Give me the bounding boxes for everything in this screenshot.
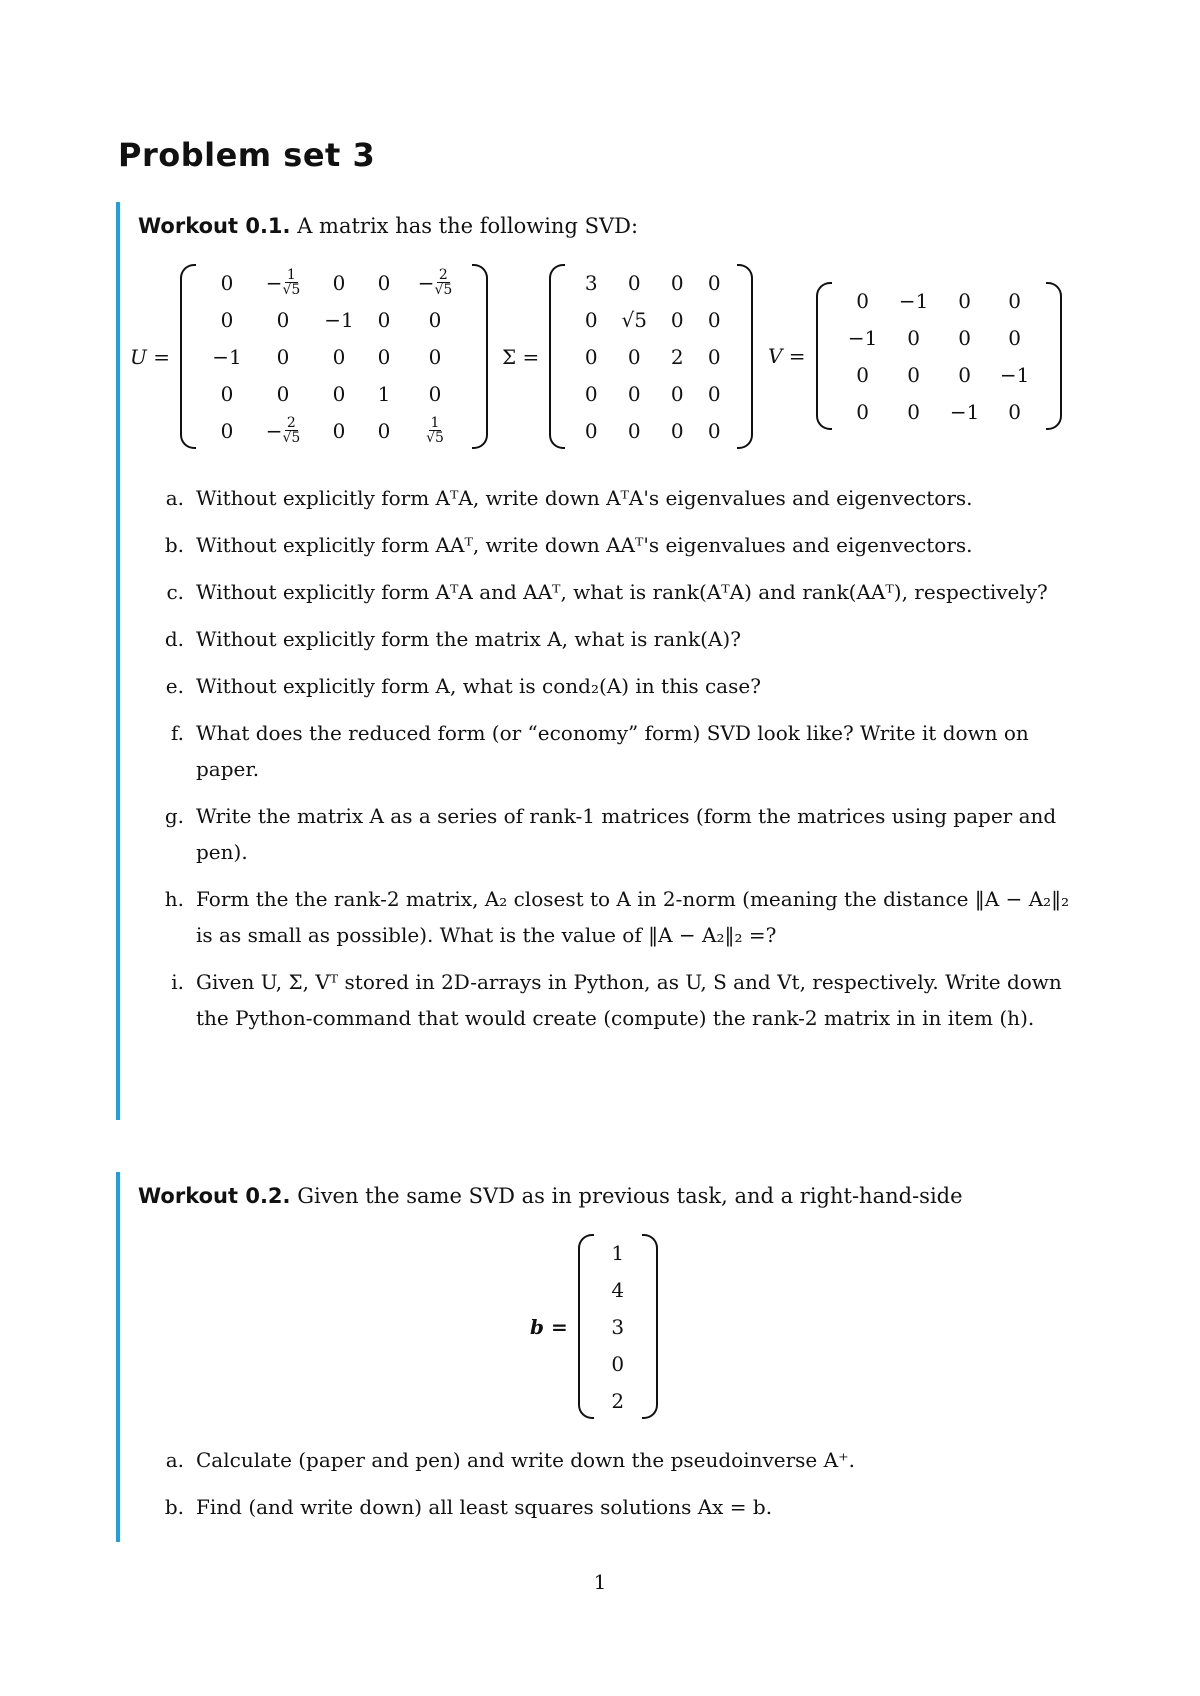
- matrix-cell: 0: [332, 344, 346, 369]
- matrix-v: [768, 282, 1062, 430]
- matrix-cell: 2: [670, 344, 684, 369]
- matrix-cell: 0: [220, 270, 234, 295]
- matrix-cell: 0: [332, 270, 346, 295]
- workout-0-2-box: [116, 1172, 1114, 1542]
- matrix-cell: 0: [707, 307, 721, 332]
- matrix-cell: 0: [377, 307, 391, 332]
- matrix-cell: 0: [856, 288, 869, 313]
- matrix-cell: −1: [999, 362, 1030, 387]
- matrix-cell: 0: [332, 418, 346, 443]
- matrix-cell: 0: [907, 399, 920, 424]
- matrix-sigma-grid: [565, 264, 737, 449]
- matrix-cell: −1: [949, 399, 980, 424]
- matrix-cell: 0: [627, 270, 641, 295]
- matrix-cell: 0: [611, 1351, 625, 1376]
- matrix-cell: 0: [377, 418, 391, 443]
- item-e: e. Without explicitly form A, what is cond₂(A) in this case?: [165, 674, 761, 698]
- item-c: c. Without explicitly form AᵀA and AAᵀ, what is rank(AᵀA) and rank(AAᵀ), respectively?: [166, 580, 1048, 604]
- matrix-cell: 0: [707, 270, 721, 295]
- matrix-cell: 0: [670, 307, 684, 332]
- matrix-cell: 4: [611, 1277, 625, 1302]
- vector-b: [530, 1234, 658, 1419]
- matrix-cell: 0: [428, 381, 442, 406]
- matrix-cell: 0: [856, 399, 869, 424]
- matrix-cell: 0: [627, 344, 641, 369]
- vector-b-grid: [594, 1234, 642, 1419]
- matrix-cell: 3: [584, 270, 598, 295]
- matrix-cell: 0: [958, 325, 971, 350]
- matrix-cell: 3: [611, 1314, 625, 1339]
- matrix-cell: 0: [584, 344, 598, 369]
- item-b: b. Without explicitly form AAᵀ, write down AAᵀ's eigenvalues and eigenvectors.: [164, 533, 973, 557]
- matrix-cell: 0: [707, 381, 721, 406]
- matrix-cell: −1: [898, 288, 929, 313]
- matrix-cell: 0: [377, 270, 391, 295]
- matrix-cell: 0: [707, 344, 721, 369]
- matrix-cell: 0: [627, 381, 641, 406]
- matrix-cell: 0: [907, 362, 920, 387]
- item-i: i. Given U, Σ, Vᵀ stored in 2D-arrays in Python, as U, S and Vt, respectively. Write down the Python-command that would create (compute) the rank-2 matrix in in item (h).: [171, 970, 1062, 1030]
- matrix-cell: 1: [377, 381, 391, 406]
- matrix-cell: 0: [276, 344, 290, 369]
- matrix-cell: 0: [428, 344, 442, 369]
- matrix-cell: 0: [276, 381, 290, 406]
- workout-0-1-box: [116, 202, 1114, 1120]
- workout-0-2-label: Workout 0.2.: [138, 1184, 291, 1208]
- matrix-cell: 0: [670, 381, 684, 406]
- matrix-v-name: V =: [768, 344, 806, 368]
- item-g: g. Write the matrix A as a series of rank-1 matrices (form the matrices using paper and pen).: [164, 804, 1057, 864]
- matrix-cell: 1: [611, 1240, 625, 1265]
- matrix-cell: 0: [220, 307, 234, 332]
- workout-0-2-heading: [138, 1184, 963, 1208]
- matrix-cell: 0: [1008, 288, 1021, 313]
- matrix-cell: 2: [611, 1388, 625, 1413]
- matrix-u-grid: [196, 264, 472, 449]
- matrix-cell: 0: [428, 307, 442, 332]
- matrix-cell: −1: [847, 325, 878, 350]
- item-h: h. Form the the rank-2 matrix, A₂ closest to A in 2-norm (meaning the distance ‖A − A₂‖₂ is as small as possible). What is the value of ‖A − A₂‖₂ =?: [164, 887, 1070, 947]
- vector-b-name: b =: [530, 1314, 568, 1339]
- matrix-cell: − $\frac{2}{√5}$: [417, 267, 453, 298]
- matrix-cell: 0: [377, 344, 391, 369]
- item-f: f. What does the reduced form (or “economy” form) SVD look like? Write it down on paper.: [170, 721, 1029, 781]
- workout-0-2-items: [160, 1442, 1080, 1536]
- matrix-u-name: U =: [130, 344, 170, 369]
- matrix-cell: 0: [332, 381, 346, 406]
- matrix-cell: 0: [1008, 325, 1021, 350]
- matrix-cell: √5: [621, 307, 647, 332]
- matrix-cell: 0: [670, 270, 684, 295]
- matrix-cell: 0: [584, 381, 598, 406]
- item-a: a. Without explicitly form AᵀA, write down AᵀA's eigenvalues and eigenvectors.: [165, 486, 973, 510]
- matrix-cell: −1: [324, 307, 354, 332]
- matrix-cell: 0: [220, 418, 234, 443]
- matrix-cell: 0: [584, 418, 598, 443]
- item-d: d. Without explicitly form the matrix A, what is rank(A)?: [164, 627, 741, 651]
- matrix-u: [130, 264, 488, 449]
- matrix-v-grid: [832, 282, 1046, 430]
- matrix-cell: 0: [627, 418, 641, 443]
- matrix-cell: − $\frac{1}{√5}$: [265, 267, 301, 298]
- matrix-cell: 0: [670, 418, 684, 443]
- matrix-cell: 0: [856, 362, 869, 387]
- matrix-cell: 0: [907, 325, 920, 350]
- matrix-cell: 0: [958, 288, 971, 313]
- matrix-cell: 0: [707, 418, 721, 443]
- matrix-cell: − $\frac{2}{√5}$: [265, 415, 301, 446]
- matrix-cell: $\frac{1}{√5}$: [426, 415, 444, 446]
- matrix-cell: 0: [220, 381, 234, 406]
- matrix-cell: 0: [276, 307, 290, 332]
- workout-0-1-items: [160, 480, 1080, 1047]
- matrix-cell: −1: [212, 344, 242, 369]
- item-2b: b. Find (and write down) all least squares solutions Ax = b.: [164, 1495, 773, 1519]
- page-title: Problem set 3: [118, 136, 376, 174]
- item-2a: a. Calculate (paper and pen) and write down the pseudoinverse A⁺.: [165, 1448, 855, 1472]
- matrix-cell: 0: [1008, 399, 1021, 424]
- matrix-sigma-name: Σ =: [502, 344, 540, 369]
- matrix-sigma: [502, 264, 753, 449]
- workout-0-2-intro: Given the same SVD as in previous task, and a right-hand-side: [297, 1184, 963, 1208]
- page-number: 1: [593, 1570, 607, 1594]
- workout-0-1-heading: [138, 214, 638, 238]
- matrix-cell: 0: [958, 362, 971, 387]
- workout-0-1-intro: A matrix has the following SVD:: [297, 214, 639, 238]
- workout-0-1-label: Workout 0.1.: [138, 214, 291, 238]
- matrix-cell: 0: [584, 307, 598, 332]
